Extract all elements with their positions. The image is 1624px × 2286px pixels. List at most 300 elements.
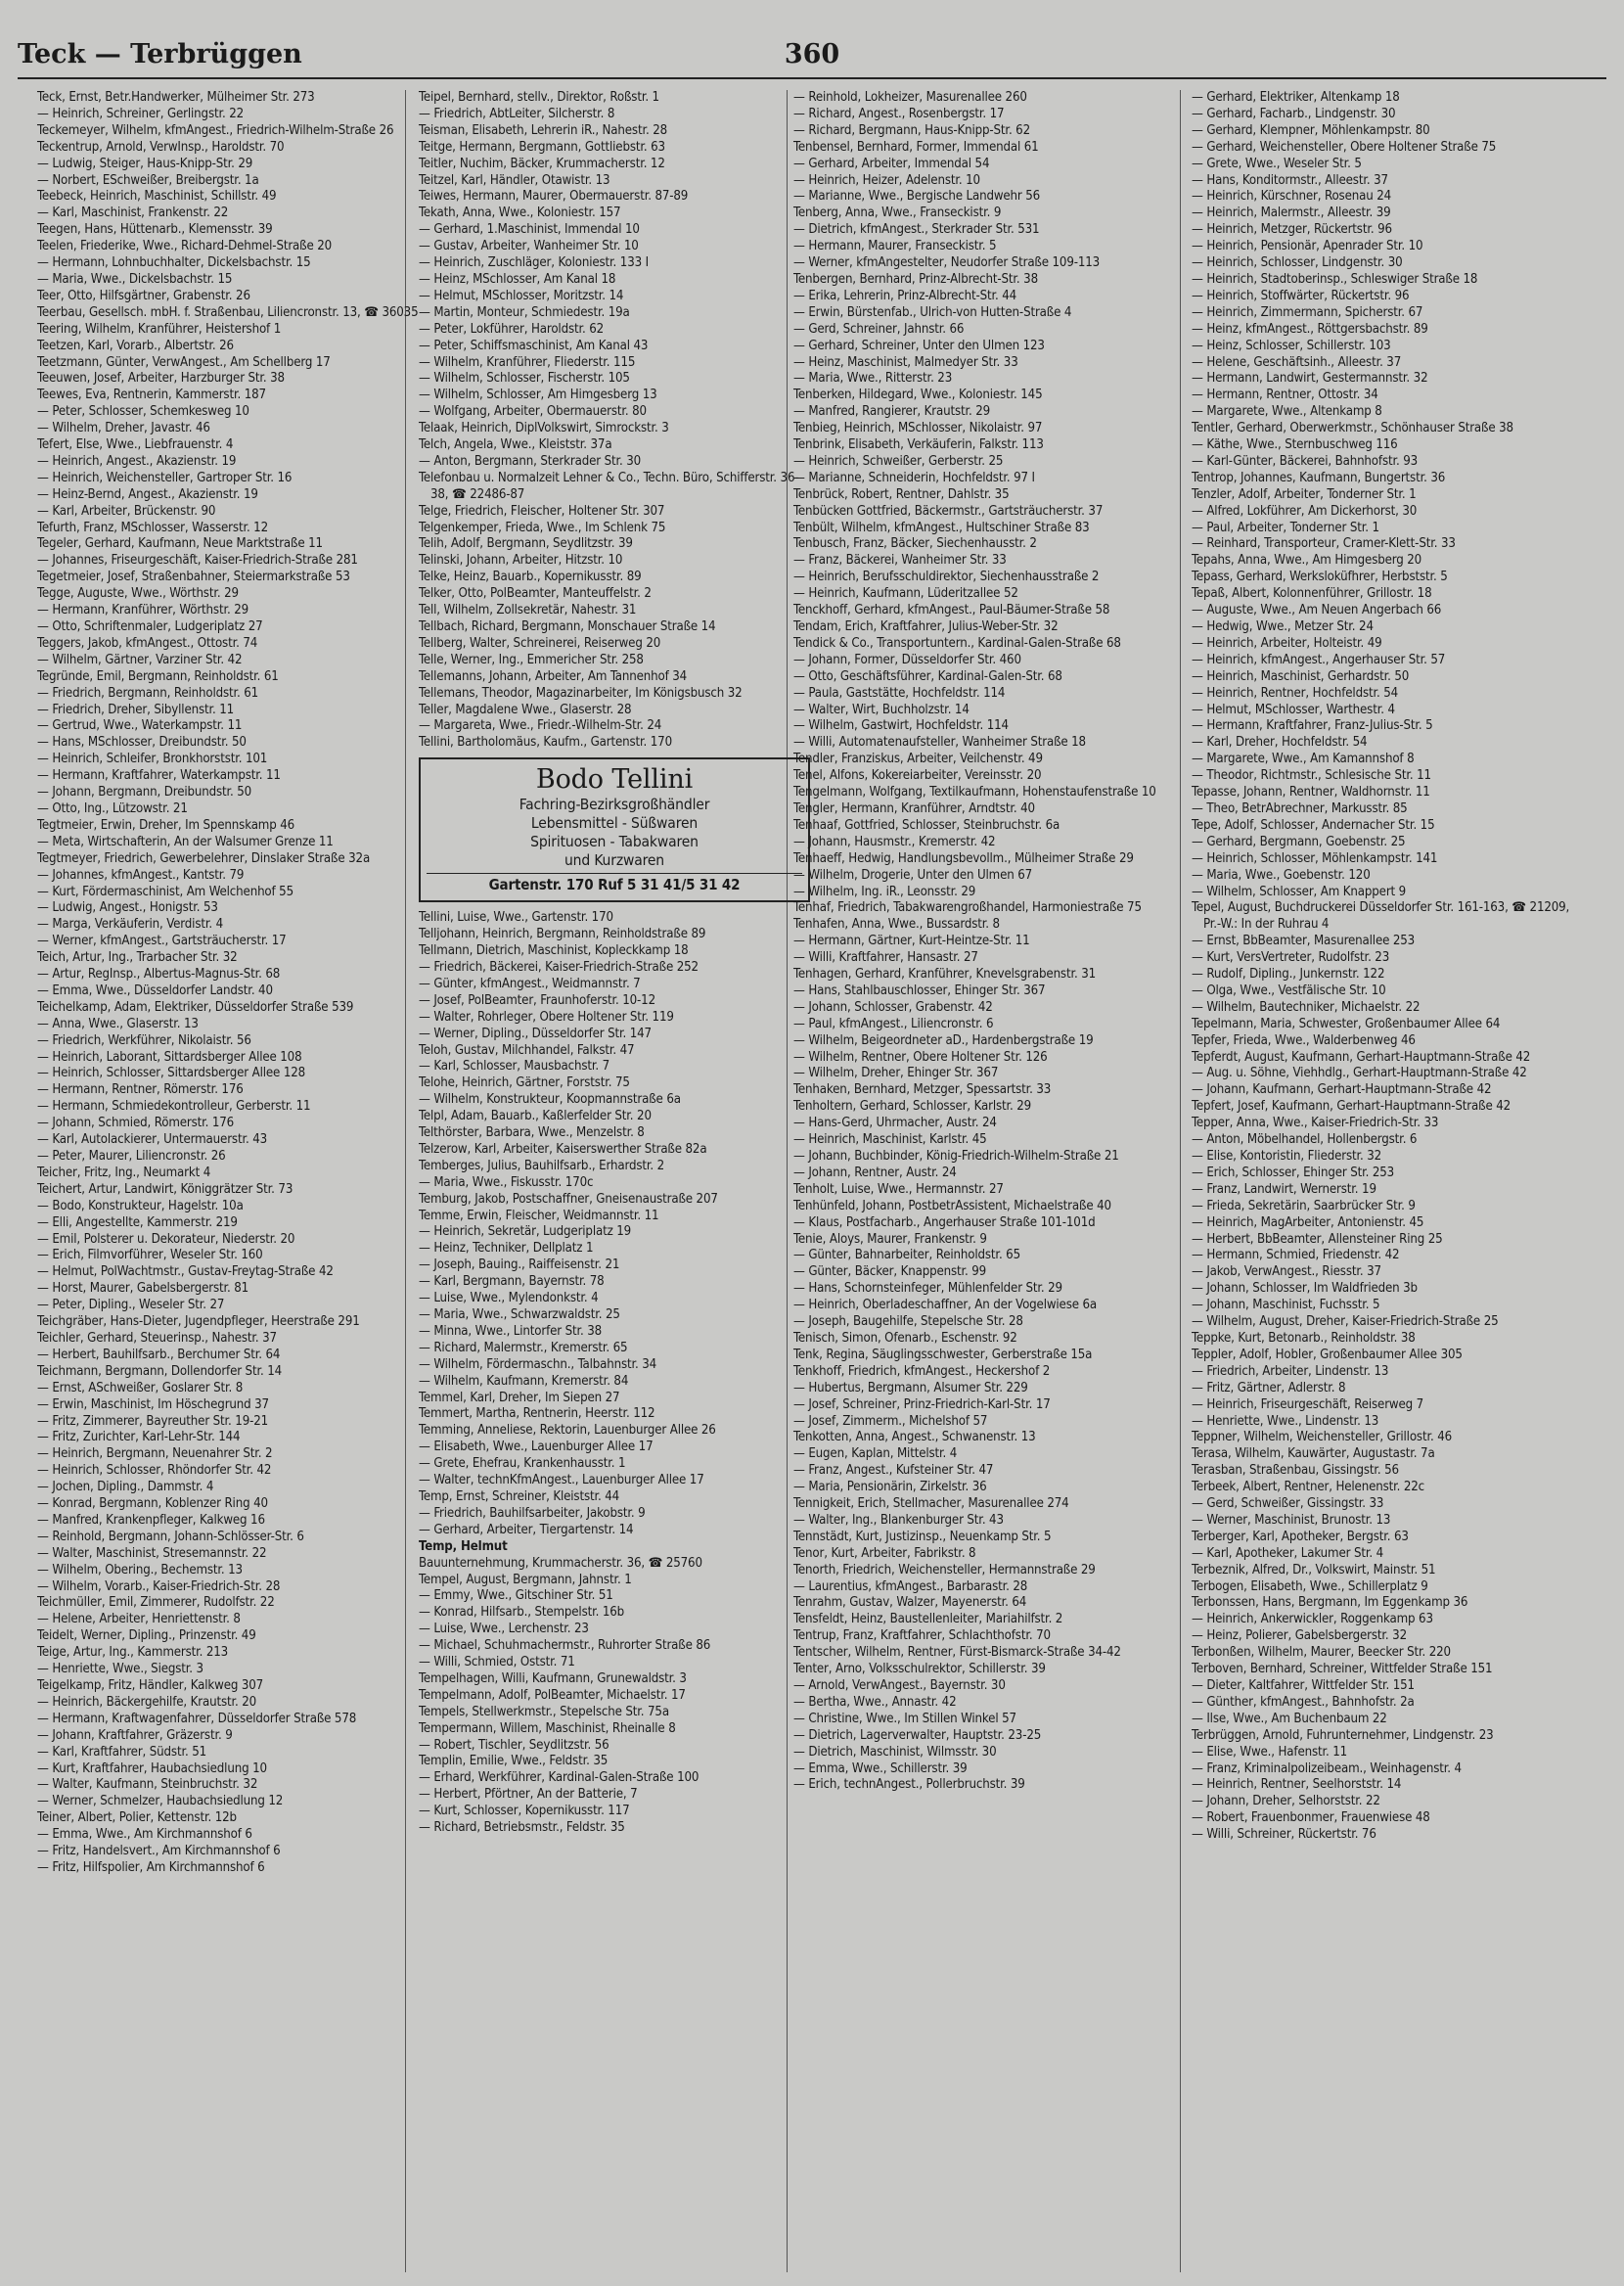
- directory-entry: Terbrüggen, Arnold, Fuhrunternehmer, Lindgenstr. 23: [1192, 1727, 1494, 1743]
- directory-entry: — Heinz, Schlosser, Schillerstr. 103: [1192, 338, 1391, 353]
- directory-entry: Teppler, Adolf, Hobler, Großenbaumer Allee 305: [1192, 1347, 1463, 1362]
- directory-entry: — Elisabeth, Wwe., Lauenburger Allee 17: [419, 1440, 654, 1455]
- directory-entry: — Walter, Ing., Blankenburger Str. 43: [793, 1512, 1004, 1528]
- directory-entry: — Heinrich, Stadtoberinsp., Schleswiger Straße 18: [1192, 271, 1478, 287]
- directory-entry: — Günter, Bäcker, Knappenstr. 99: [793, 1264, 987, 1280]
- directory-entry: — Heinrich, Rentner, Seelhorststr. 14: [1192, 1777, 1402, 1793]
- directory-entry: — Friedrich, Bauhilfsarbeiter, Jakobstr. 9: [419, 1505, 646, 1521]
- directory-entry: — Gerhard, Bergmann, Goebenstr. 25: [1192, 834, 1406, 849]
- column-3: [793, 90, 1185, 1794]
- directory-entry: — Werner, Schmelzer, Haubachsiedlung 12: [37, 1794, 284, 1809]
- directory-entry: — Robert, Frauenbonmer, Frauenwiese 48: [1192, 1810, 1430, 1826]
- directory-entry: — Josef, Zimmerm., Michelshof 57: [793, 1413, 988, 1429]
- directory-entry: — Karl, Bergmann, Bayernstr. 78: [419, 1274, 605, 1290]
- directory-entry: — Heinrich, Schweißer, Gerberstr. 25: [793, 453, 1004, 469]
- directory-entry: — Grete, Ehefrau, Krankenhausstr. 1: [419, 1456, 626, 1472]
- directory-entry: Teisman, Elisabeth, Lehrerin iR., Nahestr. 28: [419, 122, 667, 138]
- directory-entry: — Hermann, Lohnbuchhalter, Dickelsbachstr. 15: [37, 255, 311, 271]
- directory-entry: Tellbach, Richard, Bergmann, Monschauer Straße 14: [419, 619, 716, 634]
- directory-entry: Teitzel, Karl, Händler, Otawistr. 13: [419, 172, 610, 188]
- directory-entry: — Emil, Polsterer u. Dekorateur, Niederstr. 20: [37, 1231, 295, 1247]
- directory-entry: Telthörster, Barbara, Wwe., Menzelstr. 8: [419, 1125, 645, 1141]
- directory-entry: — Josef, Schreiner, Prinz-Friedrich-Karl-Str. 17: [793, 1396, 1051, 1412]
- ad-line: Fachring-Bezirksgroßhändler: [519, 796, 710, 814]
- directory-entry: Tentscher, Wilhelm, Rentner, Fürst-Bismarck-Straße 34-42: [793, 1645, 1121, 1661]
- directory-entry: — Marga, Verkäuferin, Verdistr. 4: [37, 917, 224, 933]
- directory-entry: — Fritz, Hilfspolier, Am Kirchmannshof 6: [37, 1859, 265, 1875]
- directory-entry: Teitler, Nuchim, Bäcker, Krummacherstr. 12: [419, 156, 665, 171]
- directory-entry: Tengelmann, Wolfgang, Textilkaufmann, Hohenstaufenstraße 10: [793, 785, 1156, 800]
- directory-entry: Tegetmeier, Josef, Straßenbahner, Steiermarkstraße 53: [37, 570, 350, 585]
- directory-entry: — Wilhelm, Schlosser, Am Knappert 9: [1192, 884, 1407, 899]
- advertisement-box: [419, 757, 810, 902]
- directory-entry: — Paul, Arbeiter, Tonderner Str. 1: [1192, 520, 1379, 535]
- directory-entry: Tefurth, Franz, MSchlosser, Wasserstr. 12: [37, 520, 268, 535]
- directory-entry: Tenisch, Simon, Ofenarb., Eschenstr. 92: [793, 1330, 1017, 1346]
- directory-entry: — Heinrich, Pensionär, Apenrader Str. 10: [1192, 239, 1423, 254]
- directory-entry: — Maria, Wwe., Fiskusstr. 170c: [419, 1174, 594, 1190]
- directory-entry: — Gerd, Schreiner, Jahnstr. 66: [793, 321, 965, 337]
- directory-entry: Teloh, Gustav, Milchhandel, Falkstr. 47: [419, 1042, 635, 1058]
- directory-entry: — Eugen, Kaplan, Mittelstr. 4: [793, 1446, 958, 1462]
- directory-entry: — Helene, Geschäftsinh., Alleestr. 37: [1192, 354, 1402, 370]
- directory-entry: Tellberg, Walter, Schreinerei, Reiserweg 20: [419, 635, 661, 651]
- directory-entry: Teckemeyer, Wilhelm, kfmAngest., Friedrich-Wilhelm-Straße 26: [37, 122, 394, 138]
- directory-entry: Tegtmeier, Erwin, Dreher, Im Spennskamp 46: [37, 817, 295, 833]
- directory-entry: Telker, Otto, PolBeamter, Manteuffelstr. 2: [419, 586, 652, 602]
- directory-entry: — Herbert, Pförtner, An der Batterie, 7: [419, 1787, 638, 1803]
- directory-entry: — Grete, Wwe., Weseler Str. 5: [1192, 156, 1362, 171]
- directory-entry: — Dietrich, Lagerverwalter, Hauptstr. 23-25: [793, 1727, 1042, 1743]
- directory-entry: — Friedrich, Arbeiter, Lindenstr. 13: [1192, 1363, 1389, 1379]
- directory-entry: — Heinrich, Zuschläger, Koloniestr. 133 I: [419, 255, 649, 271]
- directory-entry: Telohe, Heinrich, Gärtner, Forststr. 75: [419, 1075, 630, 1091]
- directory-entry: — Richard, Angest., Rosenbergstr. 17: [793, 106, 1005, 121]
- directory-entry: — Heinrich, MagArbeiter, Antonienstr. 45: [1192, 1214, 1424, 1230]
- directory-entry: Teichmüller, Emil, Zimmerer, Rudolfstr. 22: [37, 1595, 275, 1611]
- directory-entry: — Theodor, Richtmstr., Schlesische Str. 11: [1192, 768, 1431, 784]
- directory-entry: — Manfred, Rangierer, Krautstr. 29: [793, 404, 991, 420]
- directory-entry: — Heinrich, Schlosser, Lindgenstr. 30: [1192, 255, 1403, 271]
- directory-entry: Tegge, Auguste, Wwe., Wörthstr. 29: [37, 586, 239, 602]
- directory-entry: Tepass, Gerhard, Werksloküfhrer, Herbststr. 5: [1192, 570, 1448, 585]
- directory-entry: — Gerhard, 1.Maschinist, Immendal 10: [419, 222, 640, 238]
- directory-entry: — Walter, Rohrleger, Obere Holtener Str. 119: [419, 1009, 674, 1025]
- directory-entry: Tegtmeyer, Friedrich, Gewerbelehrer, Dinslaker Straße 32a: [37, 850, 371, 866]
- directory-entry: Terasa, Wilhelm, Kauwärter, Augustastr. 7a: [1192, 1446, 1435, 1462]
- directory-entry: — Heinrich, Bäckergehilfe, Krautstr. 20: [37, 1694, 257, 1710]
- directory-entry: — Luise, Wwe., Lerchenstr. 23: [419, 1622, 589, 1637]
- page-header: [18, 39, 1606, 72]
- directory-entry: — Gerhard, Arbeiter, Tiergartenstr. 14: [419, 1522, 634, 1537]
- directory-entry: — Hermann, Schmiedekontrolleur, Gerberstr. 11: [37, 1099, 311, 1115]
- directory-entry: — Richard, Bergmann, Haus-Knipp-Str. 62: [793, 122, 1030, 138]
- directory-entry: — Heinrich, Oberladeschaffner, An der Vogelwiese 6a: [793, 1298, 1098, 1313]
- directory-entry: — Reinhold, Bergmann, Johann-Schlösser-Str. 6: [37, 1529, 304, 1544]
- directory-entry: Tenbrück, Robert, Rentner, Dahlstr. 35: [793, 486, 1010, 502]
- directory-entry: Teppke, Kurt, Betonarb., Reinholdstr. 38: [1192, 1330, 1416, 1346]
- directory-entry: Tekath, Anna, Wwe., Koloniestr. 157: [419, 206, 621, 221]
- directory-entry: — Ilse, Wwe., Am Buchenbaum 22: [1192, 1711, 1387, 1726]
- directory-entry: — Erika, Lehrerin, Prinz-Albrecht-Str. 44: [793, 288, 1017, 303]
- directory-entry: Teetzen, Karl, Vorarb., Albertstr. 26: [37, 338, 234, 353]
- directory-entry: — Herbert, BbBeamter, Allensteiner Ring 25: [1192, 1231, 1443, 1247]
- directory-entry: — Ernst, BbBeamter, Masurenallee 253: [1192, 934, 1416, 949]
- directory-entry: Temmert, Martha, Rentnerin, Heerstr. 112: [419, 1406, 655, 1422]
- directory-entry: — Johannes, kfmAngest., Kantstr. 79: [37, 867, 245, 883]
- directory-entry: — Maria, Wwe., Dickelsbachstr. 15: [37, 271, 233, 287]
- directory-entry: — Margareta, Wwe., Friedr.-Wilhelm-Str. 24: [419, 718, 662, 734]
- directory-entry: Tepferdt, August, Kaufmann, Gerhart-Hauptmann-Straße 42: [1192, 1049, 1531, 1065]
- directory-entry: — Franz, Landwirt, Wernerstr. 19: [1192, 1181, 1376, 1197]
- header-rule: [18, 77, 1606, 79]
- directory-entry: Telch, Angela, Wwe., Kleiststr. 37a: [419, 437, 612, 453]
- directory-entry: — Heinz, MSchlosser, Am Kanal 18: [419, 271, 616, 287]
- directory-entry: — Johann, Schlosser, Im Waldfrieden 3b: [1192, 1281, 1418, 1297]
- directory-entry: — Heinrich, Laborant, Sittardsberger Allee 108: [37, 1049, 302, 1065]
- directory-entry: — Fritz, Zurichter, Karl-Lehr-Str. 144: [37, 1430, 241, 1445]
- directory-entry: Tellemans, Theodor, Magazinarbeiter, Im Königsbusch 32: [419, 685, 743, 701]
- directory-entry: Tendler, Franziskus, Arbeiter, Veilchenstr. 49: [793, 752, 1043, 767]
- directory-entry: — Heinrich, Schlosser, Rhöndorfer Str. 42: [37, 1463, 272, 1479]
- directory-entry: Teerbau, Gesellsch. mbH. f. Straßenbau, Liliencronstr. 13, ☎ 36035: [37, 304, 419, 320]
- directory-entry: — Hubertus, Bergmann, Alsumer Str. 229: [793, 1380, 1028, 1395]
- directory-entry: — Gerhard, Arbeiter, Immendal 54: [793, 156, 990, 171]
- directory-entry: — Maria, Wwe., Ritterstr. 23: [793, 371, 953, 387]
- directory-entry: — Karl-Günter, Bäckerei, Bahnhofstr. 93: [1192, 453, 1419, 469]
- column-2-entries-top: [419, 90, 810, 752]
- directory-entry: — Ludwig, Angest., Honigstr. 53: [37, 900, 218, 916]
- directory-entry: Teller, Magdalene Wwe., Glaserstr. 28: [419, 702, 632, 717]
- ad-line: Spirituosen - Tabakwaren: [530, 833, 699, 851]
- directory-entry: — Kurt, Schlosser, Kopernikusstr. 117: [419, 1804, 630, 1819]
- directory-entry: — Gerd, Schweißer, Gissingstr. 33: [1192, 1496, 1384, 1512]
- directory-entry: Tenkotten, Anna, Angest., Schwanenstr. 13: [793, 1430, 1036, 1445]
- directory-entry: Tepe, Adolf, Schlosser, Andernacher Str. 15: [1192, 817, 1435, 833]
- directory-entry: — Hans-Gerd, Uhrmacher, Austr. 24: [793, 1116, 997, 1131]
- directory-entry: — Willi, Automatenaufsteller, Wanheimer Straße 18: [793, 735, 1086, 751]
- directory-entry: — Franz, Bäckerei, Wanheimer Str. 33: [793, 553, 1007, 569]
- directory-entry: Tenie, Aloys, Maurer, Frankenstr. 9: [793, 1231, 987, 1247]
- directory-entry: — Käthe, Wwe., Sternbuschweg 116: [1192, 437, 1398, 453]
- column-2-entries-middle: [419, 910, 810, 1538]
- directory-entry: Tenhünfeld, Johann, PostbetrAssistent, Michaelstraße 40: [793, 1198, 1111, 1213]
- directory-entry: — Heinrich, Berufsschuldirektor, Siechenhausstraße 2: [793, 570, 1100, 585]
- directory-entry: — Friedrich, Bergmann, Reinholdstr. 61: [37, 685, 259, 701]
- directory-entry: Teipel, Bernhard, stellv., Direktor, Roßstr. 1: [419, 90, 659, 105]
- directory-entry: — Gerhard, Schreiner, Unter den Ulmen 123: [793, 338, 1045, 353]
- directory-entry: — Hermann, Kraftfahrer, Waterkampstr. 11: [37, 768, 281, 784]
- directory-entry: Teichgräber, Hans-Dieter, Jugendpfleger, Heerstraße 291: [37, 1314, 360, 1330]
- directory-entry: — Bertha, Wwe., Annastr. 42: [793, 1694, 957, 1710]
- directory-entry: Tenhaaf, Gottfried, Schlosser, Steinbruchstr. 6a: [793, 817, 1060, 833]
- directory-entry: — Heinrich, Rentner, Hochfeldstr. 54: [1192, 685, 1399, 701]
- directory-entry: — Wilhelm, Gärtner, Varziner Str. 42: [37, 652, 243, 667]
- directory-entry: — Heinrich, Heizer, Adelenstr. 10: [793, 172, 980, 188]
- directory-entry: — Herbert, Bauhilfsarb., Berchumer Str. 64: [37, 1347, 281, 1362]
- directory-entry: — Reinhold, Lokheizer, Masurenallee 260: [793, 90, 1027, 105]
- directory-entry: Tepfer, Frieda, Wwe., Walderbenweg 46: [1192, 1032, 1416, 1048]
- directory-entry: Tenorth, Friedrich, Weichensteller, Hermannstraße 29: [793, 1562, 1096, 1577]
- directory-entry: Tenhagen, Gerhard, Kranführer, Knevelsgrabenstr. 31: [793, 967, 1097, 983]
- directory-entry: Tellmann, Dietrich, Maschinist, Kopleckkamp 18: [419, 943, 689, 959]
- directory-entry: — Johann, Schlosser, Grabenstr. 42: [793, 999, 993, 1015]
- directory-entry: Tennigkeit, Erich, Stellmacher, Masurenallee 274: [793, 1496, 1069, 1512]
- directory-entry: — Jakob, VerwAngest., Riesstr. 37: [1192, 1264, 1381, 1280]
- directory-entry: Teigelkamp, Fritz, Händler, Kalkweg 307: [37, 1678, 264, 1693]
- directory-entry: — Wilhelm, Rentner, Obere Holtener Str. 126: [793, 1049, 1048, 1065]
- directory-entry: — Wilhelm, Schlosser, Fischerstr. 105: [419, 371, 630, 387]
- directory-entry: — Hermann, Landwirt, Gestermannstr. 32: [1192, 371, 1428, 387]
- directory-entry: — Wilhelm, Schlosser, Am Himgesberg 13: [419, 388, 657, 403]
- directory-entry: — Heinrich, Metzger, Rückertstr. 96: [1192, 222, 1392, 238]
- directory-entry: Tenhaeff, Hedwig, Handlungsbevollm., Mülheimer Straße 29: [793, 850, 1134, 866]
- directory-entry: — Joseph, Bauing., Raiffeisenstr. 21: [419, 1257, 620, 1273]
- directory-entry: Tenhaken, Bernhard, Metzger, Spessartstr. 33: [793, 1082, 1052, 1098]
- directory-entry: — Walter, Maschinist, Stresemannstr. 22: [37, 1545, 267, 1561]
- directory-entry: Tepelmann, Maria, Schwester, Großenbaumer Allee 64: [1192, 1016, 1501, 1031]
- directory-entry: — Heinrich, Kürschner, Rosenau 24: [1192, 189, 1392, 205]
- directory-entry: — Franz, Angest., Kufsteiner Str. 47: [793, 1463, 994, 1479]
- directory-entry: Telaak, Heinrich, DiplVolkswirt, Simrockstr. 3: [419, 421, 669, 436]
- directory-entry: — Auguste, Wwe., Am Neuen Angerbach 66: [1192, 603, 1442, 618]
- directory-entry: Tenckhoff, Gerhard, kfmAngest., Paul-Bäumer-Straße 58: [793, 603, 1110, 618]
- directory-entry: Telljohann, Heinrich, Bergmann, Reinholdstraße 89: [419, 927, 706, 942]
- directory-entry: — Werner, Maschinist, Brunostr. 13: [1192, 1512, 1391, 1528]
- directory-entry: Teer, Otto, Hilfsgärtner, Grabenstr. 26: [37, 288, 250, 303]
- directory-entry: — Anton, Möbelhandel, Hollenbergstr. 6: [1192, 1132, 1418, 1148]
- directory-entry: — Karl, Maschinist, Frankenstr. 22: [37, 206, 229, 221]
- directory-entry: Teiner, Albert, Polier, Kettenstr. 12b: [37, 1810, 237, 1826]
- directory-entry: Telge, Friedrich, Fleischer, Holtener Str. 307: [419, 503, 665, 519]
- directory-entry: — Willi, Kraftfahrer, Hansastr. 27: [793, 950, 978, 966]
- directory-entry: — Christine, Wwe., Im Stillen Winkel 57: [793, 1711, 1016, 1726]
- directory-entry: Teidelt, Werner, Dipling., Prinzenstr. 49: [37, 1628, 256, 1644]
- directory-entry: — Joseph, Baugehilfe, Stepelsche Str. 28: [793, 1314, 1023, 1330]
- directory-entry: — Wilhelm, Ing. iR., Leonsstr. 29: [793, 884, 976, 899]
- directory-entry: Tenel, Alfons, Kokereiarbeiter, Vereinsstr. 20: [793, 768, 1042, 784]
- directory-entry: Tendam, Erich, Kraftfahrer, Julius-Weber-Str. 32: [793, 619, 1059, 634]
- directory-entry: — Heinrich, Stoffwärter, Rückertstr. 96: [1192, 288, 1410, 303]
- directory-entry: — Johann, Hausmstr., Kremerstr. 42: [793, 834, 996, 849]
- directory-entry: — Heinz, kfmAngest., Röttgersbachstr. 89: [1192, 321, 1428, 337]
- directory-entry: — Heinrich, Bergmann, Neuenahrer Str. 2: [37, 1446, 273, 1462]
- directory-entry: — Wilhelm, August, Dreher, Kaiser-Friedrich-Straße 25: [1192, 1314, 1499, 1330]
- directory-entry: Tenbensel, Bernhard, Former, Immendal 61: [793, 139, 1039, 155]
- directory-entry: — Elise, Wwe., Hafenstr. 11: [1192, 1744, 1348, 1760]
- directory-entry: — Artur, RegInsp., Albertus-Magnus-Str. 68: [37, 967, 281, 983]
- directory-entry: — Heinrich, Weichensteller, Gartroper Str. 16: [37, 470, 293, 485]
- directory-entry: Terberger, Karl, Apotheker, Bergstr. 63: [1192, 1529, 1409, 1544]
- directory-entry: Teichmann, Bergmann, Dollendorfer Str. 14: [37, 1363, 282, 1379]
- directory-entry: — Erwin, Bürstenfab., Ulrich-von Hutten-Straße 4: [793, 304, 1072, 320]
- directory-entry: — Günter, kfmAngest., Weidmannstr. 7: [419, 976, 641, 991]
- directory-entry: — Friedrich, Dreher, Sibyllenstr. 11: [37, 702, 235, 717]
- directory-entry: — Richard, Betriebsmstr., Feldstr. 35: [419, 1820, 625, 1836]
- directory-entry: — Gerhard, Klempner, Möhlenkampstr. 80: [1192, 122, 1430, 138]
- directory-entry: Teicher, Fritz, Ing., Neumarkt 4: [37, 1165, 211, 1180]
- directory-entry: — Hans, Stahlbauschlosser, Ehinger Str. 367: [793, 983, 1046, 998]
- directory-entry: — Heinz-Bernd, Angest., Akazienstr. 19: [37, 486, 258, 502]
- directory-entry: Tenhaf, Friedrich, Tabakwarengroßhandel, Harmoniestraße 75: [793, 900, 1142, 916]
- directory-entry: — Peter, Dipling., Weseler Str. 27: [37, 1298, 225, 1313]
- directory-entry: Tenholtern, Gerhard, Schlosser, Karlstr. 29: [793, 1099, 1032, 1115]
- directory-entry: — Hermann, Schmied, Friedenstr. 42: [1192, 1248, 1400, 1263]
- directory-entry: — Wilhelm, Vorarb., Kaiser-Friedrich-Str. 28: [37, 1578, 281, 1594]
- directory-entry: Templin, Emilie, Wwe., Feldstr. 35: [419, 1754, 609, 1769]
- directory-entry: — Dietrich, kfmAngest., Sterkrader Str. 531: [793, 222, 1040, 238]
- directory-entry: Tendick & Co., Transportuntern., Kardinal-Galen-Straße 68: [793, 635, 1121, 651]
- directory-entry: Tentrop, Johannes, Kaufmann, Bungertstr. 36: [1192, 470, 1446, 485]
- directory-entry: Telih, Adolf, Bergmann, Seydlitzstr. 39: [419, 536, 633, 552]
- directory-entry: Tenbrink, Elisabeth, Verkäuferin, Falkstr. 113: [793, 437, 1044, 453]
- directory-entry: — Hermann, Kraftfahrer, Franz-Julius-Str. 5: [1192, 718, 1433, 734]
- directory-entry: — Hans, MSchlosser, Dreibundstr. 50: [37, 735, 247, 751]
- directory-entry: — Minna, Wwe., Lintorfer Str. 38: [419, 1323, 603, 1339]
- directory-entry: — Peter, Lokführer, Haroldstr. 62: [419, 321, 605, 337]
- directory-entry: — Johann, Maschinist, Fuchsstr. 5: [1192, 1298, 1380, 1313]
- ad-name: Bodo Tellini: [535, 764, 694, 796]
- directory-entry: Tenter, Arno, Volksschulrektor, Schillerstr. 39: [793, 1662, 1046, 1677]
- directory-entry: — Wilhelm, Beigeordneter aD., Hardenbergstraße 19: [793, 1032, 1094, 1048]
- directory-entry: Teppner, Wilhelm, Weichensteller, Grillostr. 46: [1192, 1430, 1453, 1445]
- directory-entry-bold: Temp, Helmut: [419, 1538, 508, 1554]
- directory-entry: — Wilhelm, Fördermaschn., Talbahnstr. 34: [419, 1356, 657, 1372]
- directory-entry: Tell, Wilhelm, Zollsekretär, Nahestr. 31: [419, 603, 637, 618]
- directory-entry: Tempelmann, Adolf, PolBeamter, Michaelstr. 17: [419, 1687, 686, 1703]
- directory-entry: Tenbergen, Bernhard, Prinz-Albrecht-Str. 38: [793, 271, 1038, 287]
- directory-entry: Tennstädt, Kurt, Justizinsp., Neuenkamp Str. 5: [793, 1529, 1052, 1544]
- directory-entry: — Helmut, MSchlosser, Warthestr. 4: [1192, 702, 1395, 717]
- directory-entry: Tellini, Bartholomäus, Kaufm., Gartenstr. 170: [419, 735, 672, 751]
- directory-entry: — Marianne, Wwe., Bergische Landwehr 56: [793, 189, 1041, 205]
- directory-entry: — Wilhelm, Gastwirt, Hochfeldstr. 114: [793, 718, 1009, 734]
- directory-entry: — Heinrich, Arbeiter, Holteistr. 49: [1192, 635, 1382, 651]
- directory-entry: Temp, Ernst, Schreiner, Kleiststr. 44: [419, 1488, 620, 1504]
- directory-entry: — Hans, Konditormstr., Alleestr. 37: [1192, 172, 1388, 188]
- directory-entry: — Werner, kfmAngest., Gartsträucherstr. 17: [37, 934, 287, 949]
- directory-entry: — Fritz, Handelsvert., Am Kirchmannshof 6: [37, 1844, 281, 1859]
- directory-entry: — Konrad, Bergmann, Koblenzer Ring 40: [37, 1496, 268, 1512]
- directory-entry: — Heinrich, Schlosser, Sittardsberger Allee 128: [37, 1066, 306, 1081]
- directory-entry: — Dieter, Kaltfahrer, Wittfelder Str. 151: [1192, 1678, 1415, 1693]
- directory-entry: — Johann, Rentner, Austr. 24: [793, 1165, 957, 1180]
- directory-entry: — Helmut, MSchlosser, Moritzstr. 14: [419, 288, 624, 303]
- directory-entry: — Werner, kfmAngestelter, Neudorfer Straße 109-113: [793, 255, 1101, 271]
- directory-entry: — Erich, Schlosser, Ehinger Str. 253: [1192, 1165, 1395, 1180]
- directory-entry: Teelen, Friederike, Wwe., Richard-Dehmel-Straße 20: [37, 239, 333, 254]
- directory-entry: — Rudolf, Dipling., Junkernstr. 122: [1192, 967, 1385, 983]
- directory-entry: Tenholt, Luise, Wwe., Hermannstr. 27: [793, 1181, 1004, 1197]
- directory-entry: Tenk, Regina, Säuglingsschwester, Gerberstraße 15a: [793, 1347, 1093, 1362]
- directory-entry: — Gerhard, Elektriker, Altenkamp 18: [1192, 90, 1400, 105]
- directory-entry: — Maria, Pensionärin, Zirkelstr. 36: [793, 1480, 987, 1495]
- directory-entry: Telke, Heinz, Bauarb., Kopernikusstr. 89: [419, 570, 642, 585]
- directory-entry: Teck, Ernst, Betr.Handwerker, Mülheimer Str. 273: [37, 90, 315, 105]
- directory-entry: — Martin, Monteur, Schmiedestr. 19a: [419, 304, 630, 320]
- directory-entry: — Margarete, Wwe., Am Kamannshof 8: [1192, 752, 1415, 767]
- directory-entry: Teggers, Jakob, kfmAngest., Ottostr. 74: [37, 635, 258, 651]
- directory-entry: — Emma, Wwe., Am Kirchmannshof 6: [37, 1827, 252, 1843]
- directory-entry: — Friedrich, Werkführer, Nikolaistr. 56: [37, 1032, 251, 1048]
- directory-entry: Tempelhagen, Willi, Kaufmann, Grunewaldstr. 3: [419, 1670, 687, 1686]
- directory-entry: Teitge, Hermann, Bergmann, Gottliebstr. 63: [419, 139, 665, 155]
- directory-entry: — Elli, Angestellte, Kammerstr. 219: [37, 1214, 238, 1230]
- directory-entry: Telpl, Adam, Bauarb., Kaßlerfelder Str. 20: [419, 1109, 652, 1124]
- directory-entry: — Hermann, Rentner, Ottostr. 34: [1192, 388, 1378, 403]
- directory-entry: Terbonßen, Wilhelm, Maurer, Beecker Str. 220: [1192, 1645, 1451, 1661]
- directory-entry: — Otto, Geschäftsführer, Kardinal-Galen-Str. 68: [793, 668, 1062, 684]
- directory-entry: — Peter, Schlosser, Schemkesweg 10: [37, 404, 249, 420]
- directory-entry: — Heinrich, Schreiner, Gerlingstr. 22: [37, 106, 245, 121]
- directory-entry: — Johann, Bergmann, Dreibundstr. 50: [37, 785, 252, 800]
- directory-entry: — Elise, Kontoristin, Fliederstr. 32: [1192, 1149, 1382, 1164]
- directory-entry: Teige, Artur, Ing., Kammerstr. 213: [37, 1645, 229, 1661]
- directory-entry: Tenbieg, Heinrich, MSchlosser, Nikolaistr. 97: [793, 421, 1043, 436]
- directory-entry: — Marianne, Schneiderin, Hochfeldstr. 97 I: [793, 470, 1035, 485]
- directory-entry: — Alfred, Lokführer, Am Dickerhorst, 30: [1192, 503, 1418, 519]
- directory-entry: Terbeznik, Alfred, Dr., Volkswirt, Mainstr. 51: [1192, 1562, 1436, 1577]
- directory-entry: — Ernst, ASchweißer, Goslarer Str. 8: [37, 1380, 244, 1395]
- directory-entry: Tenkhoff, Friedrich, kfmAngest., Heckershof 2: [793, 1363, 1051, 1379]
- directory-entry: — Johann, Dreher, Selhorststr. 22: [1192, 1794, 1380, 1809]
- directory-entry: — Richard, Malermstr., Kremerstr. 65: [419, 1340, 628, 1355]
- directory-entry: Temberges, Julius, Bauhilfsarb., Erhardstr. 2: [419, 1158, 665, 1173]
- directory-entry: Telle, Werner, Ing., Emmericher Str. 258: [419, 652, 644, 667]
- directory-entry: — Henriette, Wwe., Siegstr. 3: [37, 1662, 203, 1677]
- directory-entry: — Friedrich, AbtLeiter, Silcherstr. 8: [419, 106, 615, 121]
- directory-entry: — Manfred, Krankenpfleger, Kalkweg 16: [37, 1512, 265, 1528]
- directory-entry: Teichert, Artur, Landwirt, Königgrätzer Str. 73: [37, 1181, 293, 1197]
- directory-entry: Teichelkamp, Adam, Elektriker, Düsseldorfer Straße 539: [37, 999, 354, 1015]
- ad-address: Gartenstr. 170 Ruf 5 31 41/5 31 42: [427, 873, 802, 894]
- directory-entry: — Wilhelm, Bautechniker, Michaelstr. 22: [1192, 999, 1421, 1015]
- directory-entry: Tenberg, Anna, Wwe., Franseckistr. 9: [793, 206, 1002, 221]
- directory-entry: — Michael, Schuhmachermstr., Ruhrorter Straße 86: [419, 1638, 711, 1654]
- directory-entry: — Karl, Schlosser, Mausbachstr. 7: [419, 1059, 610, 1074]
- directory-entry: — Fritz, Zimmerer, Bayreuther Str. 19-21: [37, 1413, 269, 1429]
- directory-entry: Teiwes, Hermann, Maurer, Obermauerstr. 87-89: [419, 189, 689, 205]
- directory-entry: Terbogen, Elisabeth, Wwe., Schillerplatz 9: [1192, 1578, 1428, 1594]
- directory-entry: Tengler, Hermann, Kranführer, Arndtstr. 40: [793, 800, 1035, 816]
- directory-entry: — Karl, Kraftfahrer, Südstr. 51: [37, 1744, 206, 1760]
- directory-entry: — Hans, Schornsteinfeger, Mühlenfelder Str. 29: [793, 1281, 1062, 1297]
- directory-entry: — Willi, Schreiner, Rückertstr. 76: [1192, 1827, 1376, 1843]
- directory-entry: Tensfeldt, Heinz, Baustellenleiter, Mariahilfstr. 2: [793, 1612, 1063, 1627]
- directory-entry: Tempels, Stellwerkmstr., Stepelsche Str. 75a: [419, 1704, 669, 1719]
- directory-entry: — Luise, Wwe., Mylendonkstr. 4: [419, 1291, 599, 1306]
- directory-entry: Teeuwen, Josef, Arbeiter, Harzburger Str. 38: [37, 371, 285, 387]
- directory-entry: — Johann, Buchbinder, König-Friedrich-Wilhelm-Straße 21: [793, 1149, 1119, 1164]
- page-title: Teck — Terbrüggen: [18, 39, 302, 69]
- directory-entry: — Wilhelm, Obering., Bechemstr. 13: [37, 1562, 243, 1577]
- directory-entry: — Heinrich, Zimmermann, Spicherstr. 67: [1192, 304, 1423, 320]
- directory-entry: — Peter, Schiffsmaschinist, Am Kanal 43: [419, 338, 649, 353]
- directory-entry: — Dietrich, Maschinist, Wilmsstr. 30: [793, 1744, 997, 1760]
- directory-entry: Tenberken, Hildegard, Wwe., Koloniestr. 145: [793, 388, 1043, 403]
- column-2: [419, 90, 810, 1837]
- directory-entry: — Maria, Wwe., Schwarzwaldstr. 25: [419, 1307, 620, 1322]
- directory-entry: — Karl, Autolackierer, Untermauerstr. 43: [37, 1132, 267, 1148]
- directory-entry: Tenbült, Wilhelm, kfmAngest., Hultschiner Straße 83: [793, 520, 1090, 535]
- directory-entry: — Horst, Maurer, Gabelsbergerstr. 81: [37, 1281, 249, 1297]
- directory-entry: Telinski, Johann, Arbeiter, Hitzstr. 10: [419, 553, 623, 569]
- directory-entry: — Heinrich, Schlosser, Möhlenkampstr. 141: [1192, 850, 1438, 866]
- directory-entry: Tenzler, Adolf, Arbeiter, Tonderner Str. 1: [1192, 486, 1417, 502]
- directory-entry: — Ludwig, Steiger, Haus-Knipp-Str. 29: [37, 156, 253, 171]
- directory-entry: Tepfert, Josef, Kaufmann, Gerhart-Hauptmann-Straße 42: [1192, 1099, 1511, 1115]
- directory-entry: — Hermann, Kraftwagenfahrer, Düsseldorfer Straße 578: [37, 1711, 357, 1726]
